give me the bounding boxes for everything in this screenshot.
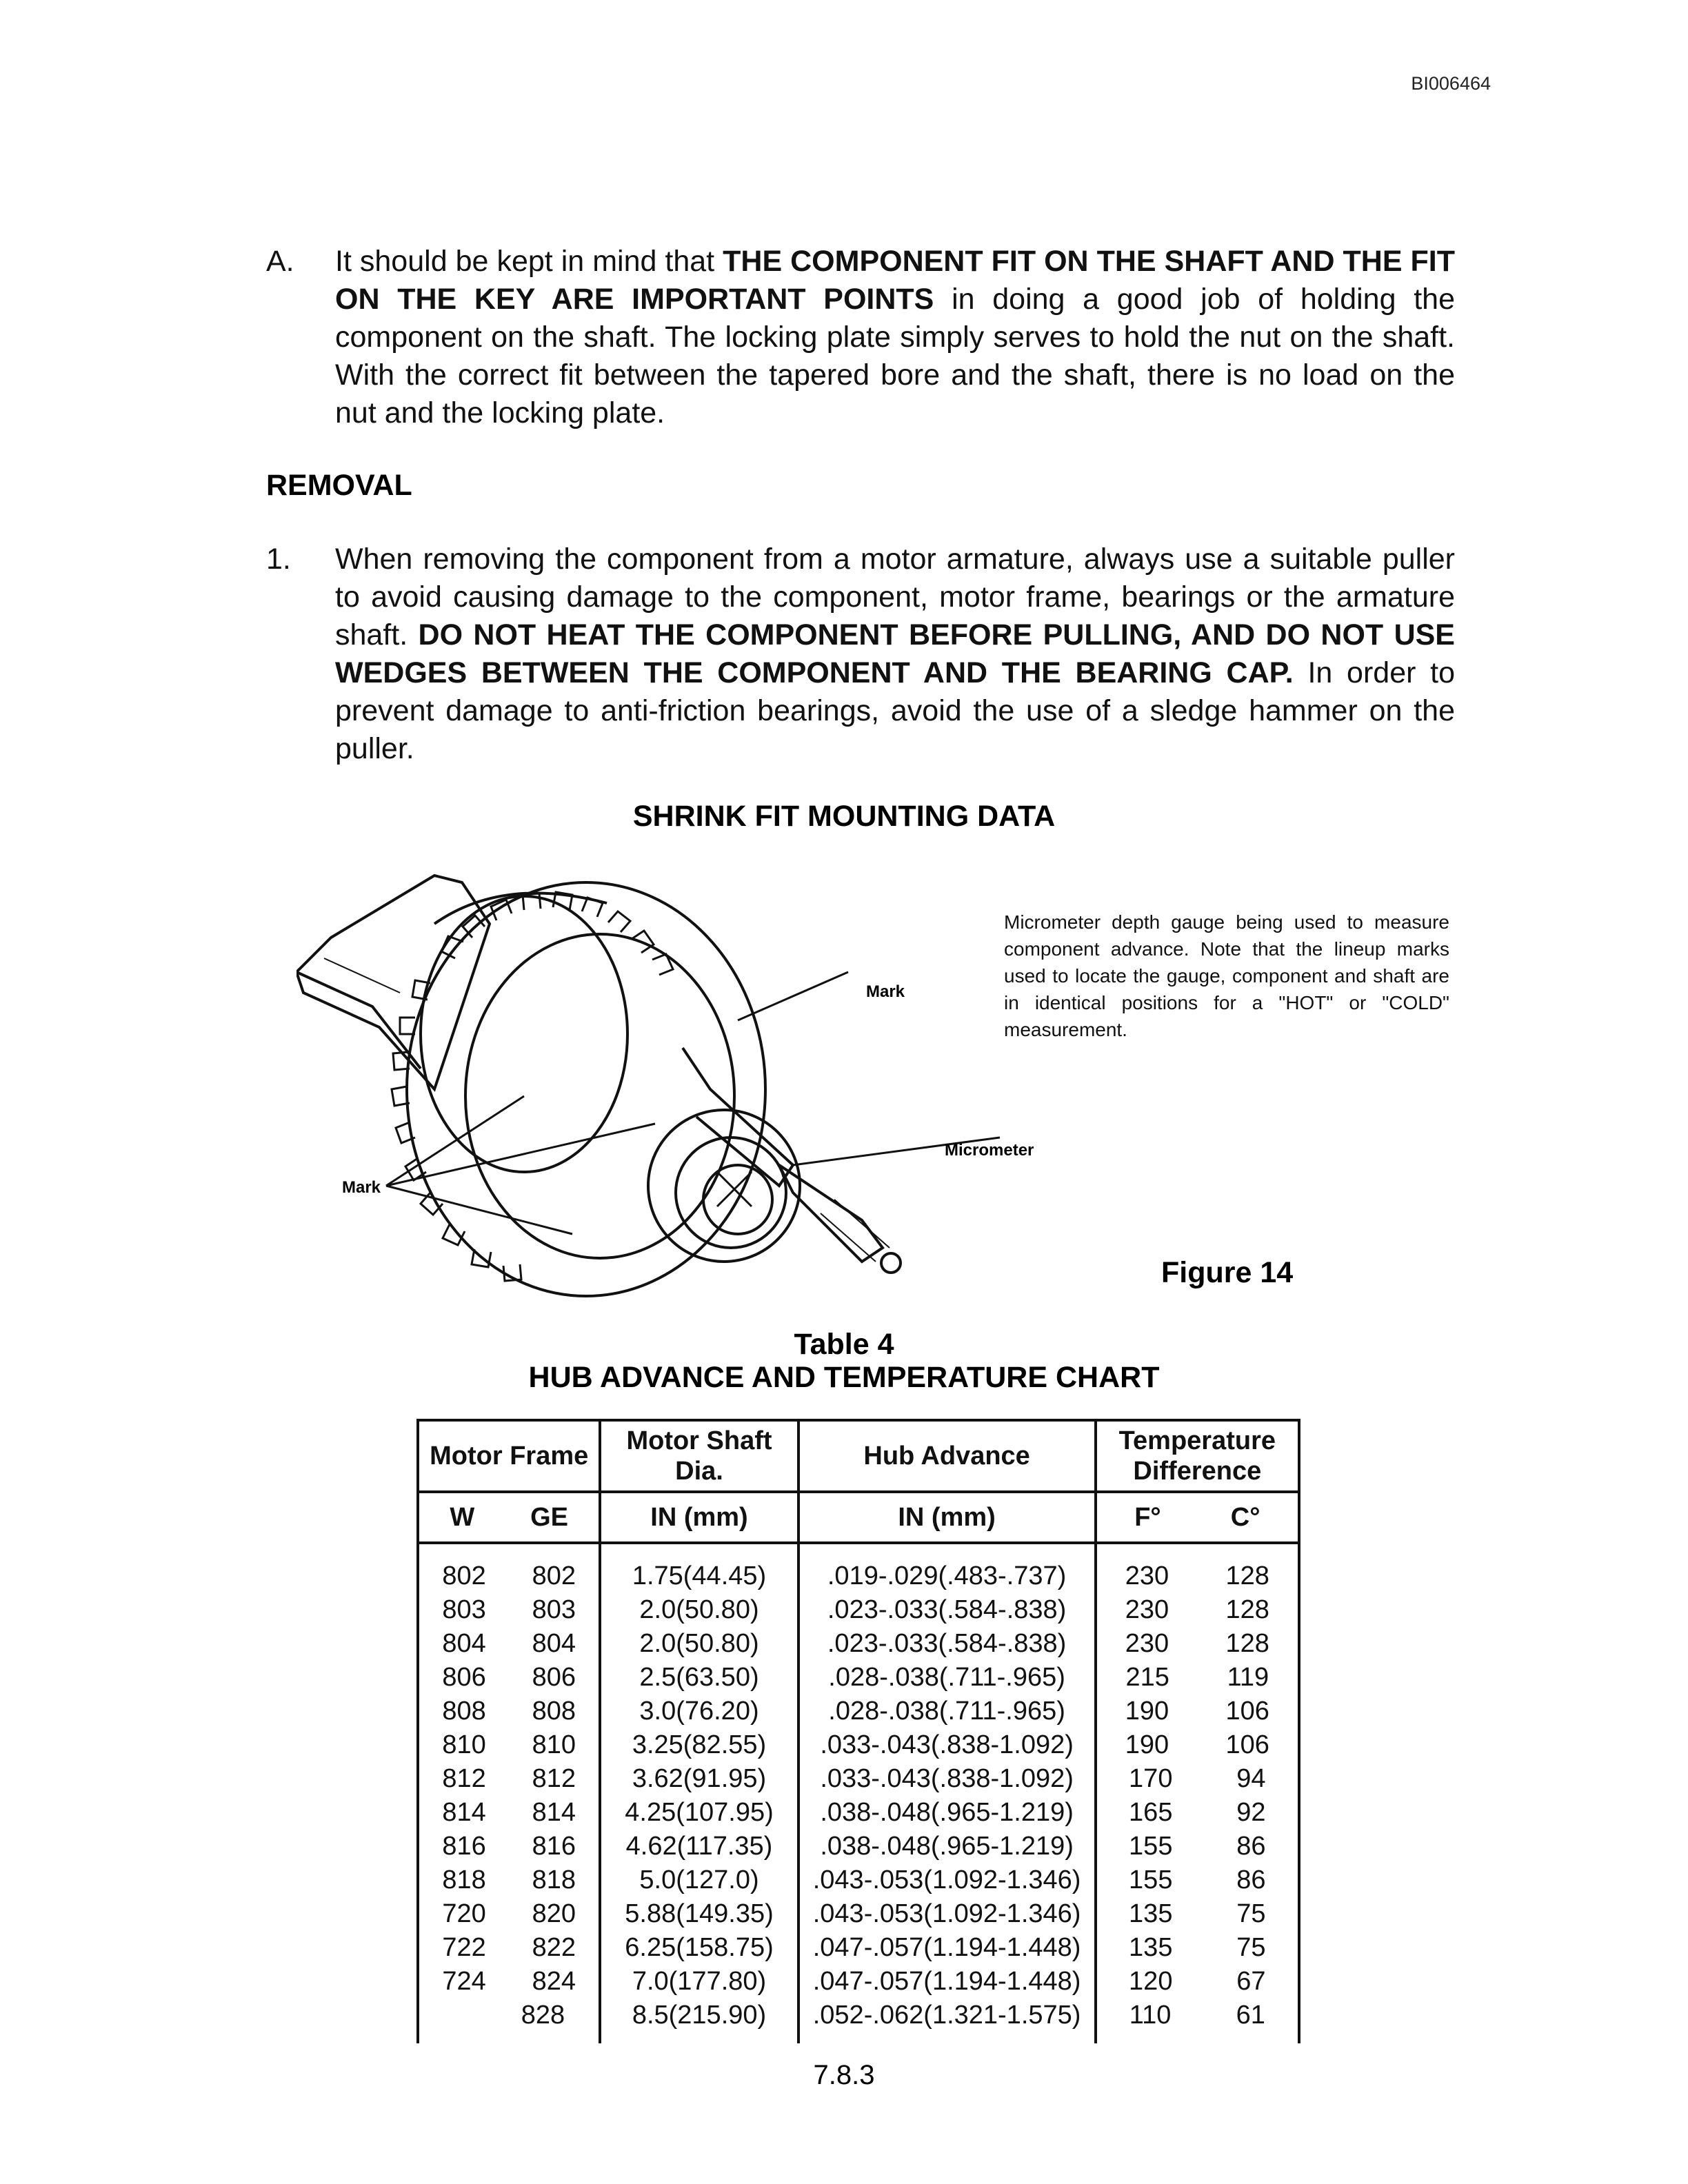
cell-w: 804 [442, 1629, 486, 1658]
paragraph-1 [266, 540, 1455, 768]
cell-f: 170 [1129, 1764, 1173, 1793]
unit-hub: IN (mm) [798, 1492, 1096, 1543]
cell-f: 230 [1125, 1629, 1169, 1658]
cell-frame [418, 1728, 600, 1762]
hub-advance-table [416, 1419, 1300, 2043]
cell-frame [418, 1796, 600, 1830]
header-shaft-dia: Motor Shaft Dia. [600, 1420, 798, 1492]
cell-shaft: 3.25(82.55) [600, 1728, 798, 1762]
paragraph-a-text-1: It should be kept in mind that [335, 245, 723, 278]
cell-frame [418, 1627, 600, 1661]
units-frame [418, 1492, 600, 1543]
paragraph-a-body [335, 243, 1455, 432]
table-title: HUB ADVANCE AND TEMPERATURE CHART [528, 1361, 1160, 1394]
shaft-gear-micrometer-illustration [297, 862, 1069, 1331]
cell-temp [1096, 1627, 1299, 1661]
cell-c: 75 [1236, 1933, 1266, 1962]
paragraph-1-text-1: When removing the component from a motor armature, always use a suitable puller to avoid causing damage to the component, motor frame, bearings or the armature shaft. [335, 543, 1455, 651]
cell-f: 120 [1129, 1967, 1173, 1996]
paragraph-1-body [335, 540, 1455, 768]
cell-c: 92 [1236, 1798, 1266, 1827]
cell-f: 135 [1129, 1899, 1173, 1928]
cell-temp [1096, 1830, 1299, 1863]
cell-f: 230 [1125, 1595, 1169, 1624]
paragraph-1-emphasis: DO NOT HEAT THE COMPONENT BEFORE PULLING, AND DO NOT USE WEDGES BETWEEN THE COMPONENT AND THE BEARING CAP. [335, 618, 1455, 689]
cell-f: 155 [1129, 1832, 1173, 1861]
cell-shaft: 7.0(177.80) [600, 1965, 798, 1999]
cell-w: 803 [442, 1595, 486, 1624]
cell-hub: .023-.033(.584-.838) [798, 1627, 1096, 1661]
table-row [418, 1796, 1299, 1830]
header-temp-diff: Temperature Difference [1096, 1420, 1299, 1492]
cell-w: 806 [442, 1663, 486, 1692]
cell-w: 814 [442, 1798, 486, 1827]
paragraph-a-text-2: in doing a good job of holding the component on the shaft. The locking plate simply serves to hold the nut on the shaft. With the correct fit between the tapered bore and the shaft, there is no load on the nut and the locking plate. [335, 283, 1455, 429]
cell-frame [418, 1762, 600, 1796]
cell-w: 818 [442, 1866, 486, 1894]
table-row [418, 1728, 1299, 1762]
cell-w: 802 [442, 1561, 486, 1590]
cell-c: 75 [1236, 1899, 1266, 1928]
cell-frame [418, 1695, 600, 1728]
page-number: 7.8.3 [813, 2060, 875, 2090]
cell-f: 110 [1129, 2001, 1172, 2030]
cell-shaft: 8.5(215.90) [600, 1999, 798, 2043]
cell-ge: 803 [532, 1595, 576, 1624]
unit-shaft: IN (mm) [600, 1492, 798, 1543]
cell-ge: 816 [532, 1832, 576, 1861]
cell-f: 190 [1125, 1730, 1169, 1759]
cell-shaft: 5.0(127.0) [600, 1863, 798, 1897]
removal-heading: REMOVAL [266, 469, 412, 502]
cell-temp [1096, 1661, 1299, 1695]
cell-shaft: 1.75(44.45) [600, 1543, 798, 1593]
cell-w: 808 [442, 1697, 486, 1726]
cell-frame [418, 1999, 600, 2043]
cell-frame [418, 1543, 600, 1593]
cell-c: 86 [1236, 1866, 1266, 1894]
cell-temp [1096, 1897, 1299, 1931]
cell-w: 724 [442, 1967, 486, 1996]
header-hub-advance: Hub Advance [798, 1420, 1096, 1492]
table-number: Table 4 [794, 1328, 894, 1361]
cell-temp [1096, 1593, 1299, 1627]
table-row [418, 1897, 1299, 1931]
cell-shaft: 3.0(76.20) [600, 1695, 798, 1728]
cell-f: 155 [1129, 1866, 1173, 1894]
callout-mark-top: Mark [866, 982, 905, 1001]
cell-frame [418, 1897, 600, 1931]
cell-frame [418, 1863, 600, 1897]
cell-ge: 808 [532, 1697, 576, 1726]
table-row [418, 1965, 1299, 1999]
document-id: BI006464 [1411, 73, 1491, 94]
cell-temp [1096, 1728, 1299, 1762]
cell-hub: .043-.053(1.092-1.346) [798, 1897, 1096, 1931]
cell-c: 128 [1225, 1561, 1269, 1590]
cell-c: 106 [1225, 1697, 1269, 1726]
figure-caption: Micrometer depth gauge being used to measure component advance. Note that the lineup marks used to locate the gauge, component and shaft are in identical positions for a "HOT" or "COLD" measurement. [1004, 911, 1449, 1040]
cell-temp [1096, 1543, 1299, 1593]
cell-c: 67 [1236, 1967, 1266, 1996]
cell-temp [1096, 1931, 1299, 1965]
cell-hub: .033-.043(.838-1.092) [798, 1728, 1096, 1762]
cell-w: 720 [442, 1899, 486, 1928]
table-row [418, 1661, 1299, 1695]
cell-hub: .043-.053(1.092-1.346) [798, 1863, 1096, 1897]
cell-temp [1096, 1796, 1299, 1830]
table-row [418, 1931, 1299, 1965]
table-row [418, 1999, 1299, 2043]
cell-ge: 806 [532, 1663, 576, 1692]
table-row [418, 1863, 1299, 1897]
cell-shaft: 3.62(91.95) [600, 1762, 798, 1796]
paragraph-a-label: A. [266, 245, 294, 278]
cell-temp [1096, 1863, 1299, 1897]
cell-hub: .052-.062(1.321-1.575) [798, 1999, 1096, 2043]
cell-hub: .047-.057(1.194-1.448) [798, 1965, 1096, 1999]
cell-c: 61 [1236, 2001, 1265, 2030]
cell-hub: .028-.038(.711-.965) [798, 1695, 1096, 1728]
cell-frame [418, 1593, 600, 1627]
table-units-row [418, 1492, 1299, 1543]
cell-hub: .023-.033(.584-.838) [798, 1593, 1096, 1627]
cell-frame [418, 1661, 600, 1695]
paragraph-1-text-2: In order to prevent damage to anti-friction bearings, avoid the use of a sledge hammer on the puller. [335, 656, 1456, 765]
cell-f: 230 [1125, 1561, 1169, 1590]
callout-micrometer: Micrometer [945, 1141, 1034, 1160]
cell-hub: .038-.048(.965-1.219) [798, 1796, 1096, 1830]
cell-w: 812 [442, 1764, 486, 1793]
figure-title: SHRINK FIT MOUNTING DATA [632, 800, 1056, 833]
table-row [418, 1627, 1299, 1661]
cell-hub: .038-.048(.965-1.219) [798, 1830, 1096, 1863]
table-row [418, 1762, 1299, 1796]
cell-c: 128 [1225, 1629, 1269, 1658]
cell-ge: 814 [532, 1798, 576, 1827]
paragraph-a-emphasis: THE COMPONENT FIT ON THE SHAFT AND THE FIT ON THE KEY ARE IMPORTANT POINTS [335, 245, 1455, 316]
units-temp [1096, 1492, 1299, 1543]
cell-shaft: 4.62(117.35) [600, 1830, 798, 1863]
cell-ge: 802 [532, 1561, 576, 1590]
cell-f: 190 [1125, 1697, 1169, 1726]
cell-frame [418, 1965, 600, 1999]
paragraph-a [266, 243, 1455, 432]
cell-shaft: 2.0(50.80) [600, 1627, 798, 1661]
cell-temp [1096, 1965, 1299, 1999]
cell-ge: 828 [521, 2001, 565, 2030]
cell-c: 94 [1236, 1764, 1266, 1793]
cell-frame [418, 1830, 600, 1863]
unit-w: W [450, 1503, 475, 1532]
cell-ge: 810 [532, 1730, 576, 1759]
cell-hub: .019-.029(.483-.737) [798, 1543, 1096, 1593]
cell-w: 722 [442, 1933, 486, 1962]
table-header-row [418, 1420, 1299, 1492]
unit-ge: GE [530, 1503, 568, 1532]
cell-temp [1096, 1999, 1299, 2043]
cell-temp [1096, 1762, 1299, 1796]
cell-ge: 818 [532, 1866, 576, 1894]
unit-c: C° [1230, 1503, 1260, 1532]
cell-f: 135 [1129, 1933, 1173, 1962]
cell-shaft: 2.0(50.80) [600, 1593, 798, 1627]
cell-c: 86 [1236, 1832, 1266, 1861]
cell-w: 816 [442, 1832, 486, 1861]
paragraph-1-label: 1. [266, 543, 291, 576]
cell-c: 128 [1225, 1595, 1269, 1624]
cell-ge: 824 [532, 1967, 576, 1996]
cell-shaft: 6.25(158.75) [600, 1931, 798, 1965]
cell-temp [1096, 1695, 1299, 1728]
cell-shaft: 4.25(107.95) [600, 1796, 798, 1830]
cell-w: 810 [442, 1730, 486, 1759]
header-motor-frame: Motor Frame [418, 1420, 600, 1492]
table-row [418, 1695, 1299, 1728]
cell-c: 119 [1227, 1663, 1269, 1692]
cell-hub: .028-.038(.711-.965) [798, 1661, 1096, 1695]
cell-f: 165 [1129, 1798, 1173, 1827]
cell-ge: 812 [532, 1764, 576, 1793]
cell-frame [418, 1931, 600, 1965]
cell-shaft: 2.5(63.50) [600, 1661, 798, 1695]
unit-f: F° [1134, 1503, 1161, 1532]
table-row [418, 1543, 1299, 1593]
table-row [418, 1593, 1299, 1627]
cell-shaft: 5.88(149.35) [600, 1897, 798, 1931]
cell-ge: 820 [532, 1899, 576, 1928]
cell-c: 106 [1225, 1730, 1269, 1759]
cell-ge: 822 [532, 1933, 576, 1962]
table-body [418, 1543, 1299, 2043]
cell-hub: .047-.057(1.194-1.448) [798, 1931, 1096, 1965]
table-row [418, 1830, 1299, 1863]
figure-label: Figure 14 [1161, 1256, 1294, 1289]
cell-hub: .033-.043(.838-1.092) [798, 1762, 1096, 1796]
cell-ge: 804 [532, 1629, 576, 1658]
callout-mark-left: Mark [342, 1178, 381, 1197]
cell-f: 215 [1125, 1663, 1169, 1692]
